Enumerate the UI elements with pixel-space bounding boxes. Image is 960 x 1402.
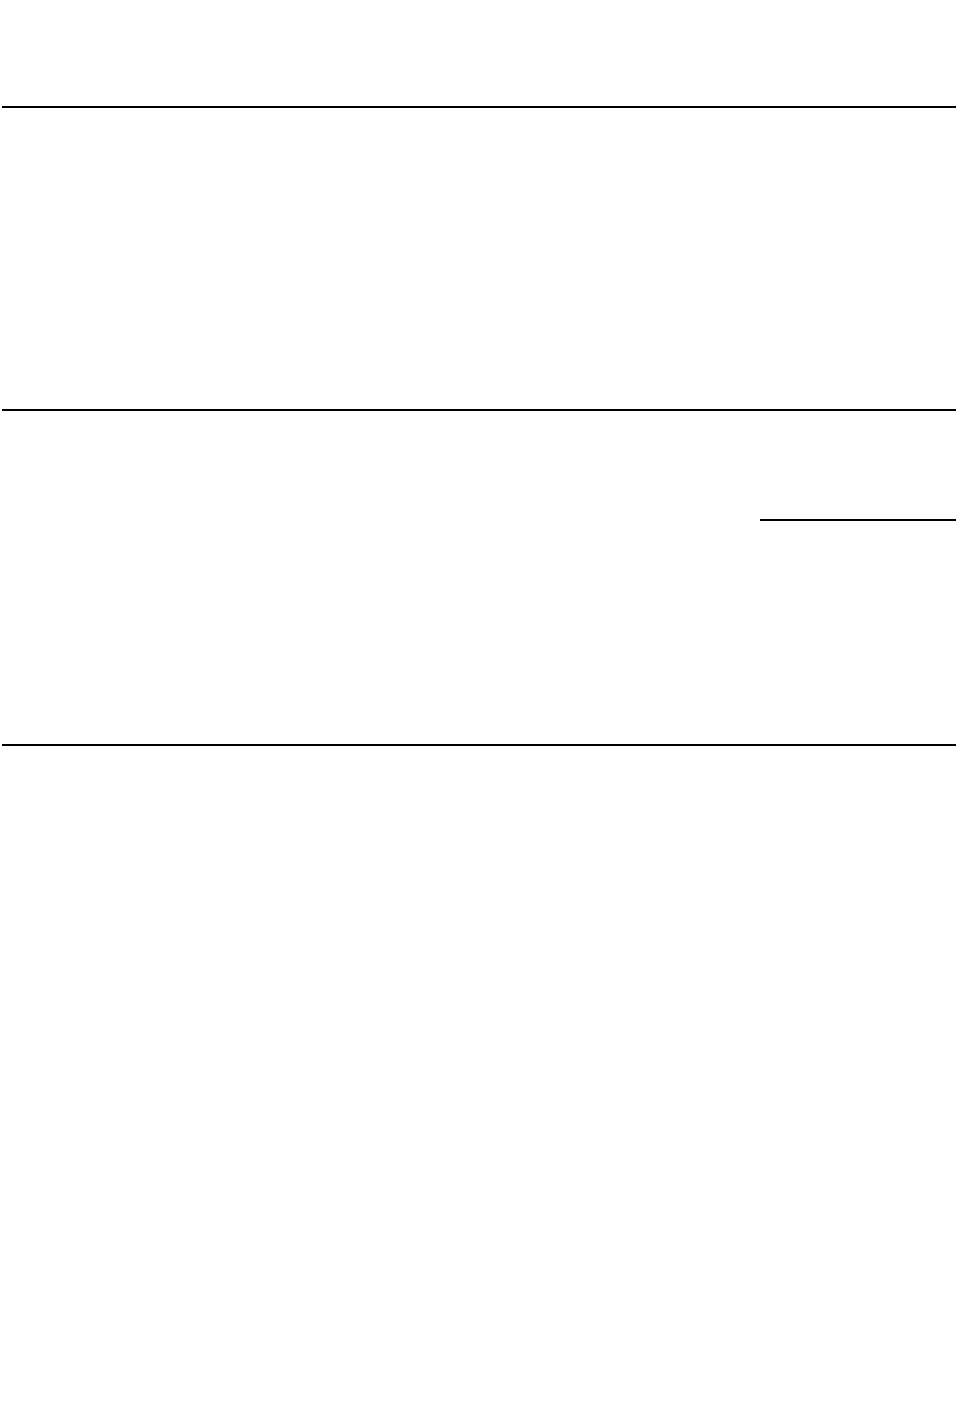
constructions-header-rule bbox=[2, 744, 956, 746]
calc-header-rule bbox=[2, 106, 956, 108]
summary-header-rule bbox=[2, 409, 956, 411]
summary-total-rule bbox=[760, 519, 956, 521]
